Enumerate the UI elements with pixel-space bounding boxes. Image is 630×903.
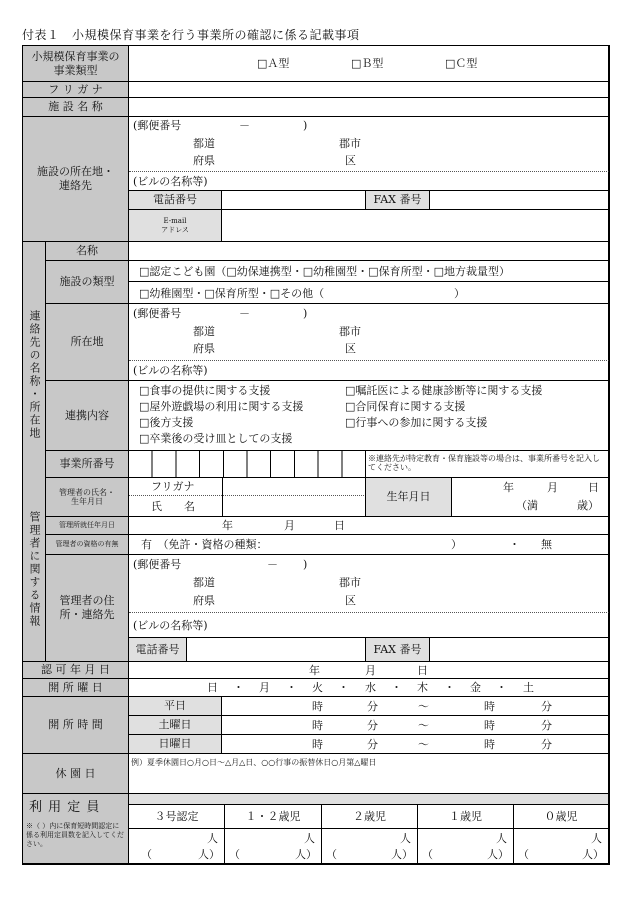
- h-fun2: 分: [541, 700, 552, 713]
- capacity-note: ※（ ）内に保育短時間認定に係る利用定員数を記入してください。: [26, 822, 124, 848]
- partner-postal-close: ): [303, 307, 308, 320]
- office-no-note-text: ※連絡先が特定教育・保育施設等の場合は、事業所番号を記入してください。: [368, 454, 600, 472]
- qual-label-text: 管理者の資格の有無: [55, 540, 119, 548]
- todo-label: 都道: [193, 137, 215, 150]
- capacity-title: 利 用 定 員: [29, 800, 101, 815]
- manager-name-label: [46, 478, 129, 517]
- manager-fuken: 府県: [193, 594, 215, 607]
- appoint-label-text: 管理所就任年月日: [59, 521, 115, 529]
- partner-kind-line1: □認定こども園（□幼保連携型・□幼稚園型・□保育所型・□地方裁量型）: [139, 265, 510, 278]
- manager-building-label: (ビルの名称等): [133, 619, 208, 632]
- manager-building-input[interactable]: [129, 613, 609, 638]
- age12-label: １・２歳児: [225, 805, 322, 829]
- approval-month: 月: [365, 664, 376, 677]
- qual-label: [46, 535, 129, 555]
- manager-dob-label: 生年月日: [366, 478, 452, 517]
- approval-day: 日: [417, 664, 428, 677]
- cap-close: 人）: [198, 848, 220, 861]
- manager-fax-input[interactable]: [430, 638, 609, 662]
- partner-kind-row2[interactable]: [129, 282, 609, 304]
- manager-tel-label: 電話番号: [129, 638, 187, 662]
- type-b-checkbox[interactable]: □Ｂ型: [351, 57, 384, 70]
- partner-name-label: 名称: [46, 242, 129, 261]
- class3-label: ３号認定: [129, 805, 225, 829]
- ku-label: 区: [345, 154, 356, 167]
- age1-label: １歳児: [418, 805, 514, 829]
- partner-building-input[interactable]: [129, 361, 609, 381]
- day-sat[interactable]: 土: [523, 681, 534, 694]
- manager-gunshi: 郡市: [339, 576, 361, 589]
- day-sep: ・: [444, 681, 455, 694]
- manager-name-label-text: 管理者の氏名・生年月日: [59, 488, 115, 506]
- partner-side-label: [23, 242, 46, 508]
- manager-dob-input[interactable]: [452, 478, 609, 517]
- appoint-day: 日: [334, 519, 345, 532]
- facility-address-input[interactable]: [129, 117, 609, 172]
- partner-kind-line2-end: ）: [454, 287, 465, 300]
- appoint-label: [46, 517, 129, 535]
- dob-year: 年: [503, 481, 514, 494]
- h-ji2: 時: [484, 700, 495, 713]
- day-sep: ・: [233, 681, 244, 694]
- partner-address-input[interactable]: [129, 304, 609, 361]
- h-ji: 時: [312, 719, 323, 732]
- fax-input[interactable]: [430, 191, 609, 210]
- office-no-note: [366, 451, 609, 478]
- appoint-month: 月: [284, 519, 295, 532]
- form-title: 付表１ 小規模保育事業を行う事業所の確認に係る記載事項: [22, 28, 360, 42]
- cap-age1-input[interactable]: [418, 829, 514, 864]
- h-ji: 時: [312, 700, 323, 713]
- dob-age-close: 歳）: [577, 499, 599, 512]
- furigana-input[interactable]: [129, 82, 609, 98]
- partner-todo: 都道: [193, 325, 215, 338]
- type-a-checkbox[interactable]: □Ａ型: [257, 57, 290, 70]
- qual-dot: ・: [509, 538, 520, 551]
- registration-form: [22, 45, 610, 865]
- manager-ku: 区: [345, 594, 356, 607]
- manager-postal-dash: －: [267, 558, 278, 571]
- cap-open: （: [326, 848, 337, 861]
- building-label: (ビルの名称等): [133, 175, 208, 188]
- facility-name-label: 施 設 名 称: [23, 98, 129, 117]
- day-mon[interactable]: 月: [259, 681, 270, 694]
- day-sun[interactable]: 日: [207, 681, 218, 694]
- postal-dash: －: [239, 119, 250, 132]
- cap-close: 人）: [582, 848, 604, 861]
- coop-options: [129, 381, 609, 451]
- approval-input[interactable]: [129, 662, 609, 679]
- coop-playground-checkbox[interactable]: □屋外遊戯場の利用に関する支援: [139, 400, 304, 413]
- approval-label: 認 可 年 月 日: [23, 662, 129, 679]
- cap-nin: 人: [400, 832, 411, 845]
- gunshi-label: 郡市: [339, 137, 361, 150]
- coop-meal-checkbox[interactable]: □食事の提供に関する支援: [139, 384, 271, 397]
- partner-ku: 区: [345, 342, 356, 355]
- cap-nin: 人: [496, 832, 507, 845]
- day-thu[interactable]: 木: [417, 681, 428, 694]
- partner-address-label: 所在地: [46, 304, 129, 381]
- manager-tel-input[interactable]: [187, 638, 366, 662]
- day-sep: ・: [391, 681, 402, 694]
- qual-input[interactable]: [129, 535, 609, 555]
- coop-event-checkbox[interactable]: □行事への参加に関する支援: [345, 416, 488, 429]
- partner-kind-label: 施設の類型: [46, 261, 129, 304]
- business-type-label: 小規模保育事業の事業類型: [23, 46, 129, 82]
- h-fun: 分: [367, 719, 378, 732]
- coop-label: 連携内容: [46, 381, 129, 451]
- hours-sunday-input[interactable]: [222, 735, 609, 754]
- capacity-header-band: [129, 794, 609, 805]
- holiday-input[interactable]: [129, 754, 609, 794]
- manager-name-input[interactable]: [129, 478, 366, 517]
- capacity-label: [23, 794, 129, 864]
- cap-close: 人）: [487, 848, 509, 861]
- office-no-label: 事業所番号: [46, 451, 129, 478]
- appoint-year: 年: [222, 519, 233, 532]
- h-fun: 分: [367, 700, 378, 713]
- type-c-checkbox[interactable]: □Ｃ型: [445, 57, 478, 70]
- manager-todo: 都道: [193, 576, 215, 589]
- facility-building-input[interactable]: [129, 172, 609, 191]
- coop-graduate-checkbox[interactable]: □卒業後の受け皿としての支援: [139, 432, 293, 445]
- cap-nin: 人: [591, 832, 602, 845]
- age0-label: ０歳児: [514, 805, 609, 829]
- cap-close: 人）: [391, 848, 413, 861]
- holiday-example: 例）夏季休園日○月○日～△月△日、○○行事の振替休日○月第△曜日: [131, 758, 377, 767]
- dob-age-open: （満: [516, 499, 538, 512]
- hours-weekday-label: 平日: [129, 697, 222, 716]
- h-fun2: 分: [541, 738, 552, 751]
- email-text: E-mail: [163, 216, 187, 225]
- h-kara: ～: [418, 700, 429, 713]
- day-sep: ・: [496, 681, 507, 694]
- address-text: アドレス: [161, 225, 189, 234]
- cap-age2-input[interactable]: [322, 829, 418, 864]
- h-ji2: 時: [484, 738, 495, 751]
- coop-joint-care-checkbox[interactable]: □合同保育に関する支援: [345, 400, 466, 413]
- tel-label: 電話番号: [129, 191, 222, 210]
- facility-name-input[interactable]: [129, 98, 609, 117]
- postal-close: ): [303, 119, 308, 132]
- office-no-input[interactable]: [129, 451, 366, 478]
- qual-no: 無: [541, 538, 552, 551]
- manager-postal-label: (郵便番号: [133, 558, 182, 571]
- manager-fax-label: FAX 番号: [366, 638, 430, 662]
- hours-saturday-label: 土曜日: [129, 716, 222, 735]
- qual-yes: 有 （免許・資格の種類：: [141, 538, 268, 551]
- day-wed[interactable]: 水: [365, 681, 376, 694]
- manager-postal-close: ): [303, 558, 308, 571]
- dob-day: 日: [588, 481, 599, 494]
- partner-fuken: 府県: [193, 342, 215, 355]
- hours-weekday-input[interactable]: [222, 697, 609, 716]
- manager-side-text: 管理者に関する情報: [28, 511, 41, 628]
- approval-year: 年: [309, 664, 320, 677]
- email-input[interactable]: [222, 210, 609, 242]
- h-kara: ～: [418, 719, 429, 732]
- partner-postal-label: (郵便番号: [133, 307, 182, 320]
- partner-side-text: 連絡先の名称・所在地: [28, 309, 41, 440]
- h-fun: 分: [367, 738, 378, 751]
- business-type-options: [129, 46, 609, 82]
- partner-building-label: (ビルの名称等): [133, 364, 208, 377]
- fuken-label: 府県: [193, 154, 215, 167]
- manager-address-label-text: 管理者の住所・連絡先: [59, 594, 115, 621]
- open-hours-label: 開 所 時 間: [23, 697, 129, 754]
- partner-kind-row1[interactable]: [129, 261, 609, 282]
- holiday-label: 休 園 日: [23, 754, 129, 794]
- hours-sunday-label: 日曜日: [129, 735, 222, 754]
- hours-saturday-input[interactable]: [222, 716, 609, 735]
- manager-address-input[interactable]: [129, 555, 609, 613]
- partner-gunshi: 郡市: [339, 325, 361, 338]
- appoint-input[interactable]: [129, 517, 609, 535]
- cap-open: （: [422, 848, 433, 861]
- manager-furigana: フリガナ: [151, 480, 195, 493]
- cap-nin: 人: [207, 832, 218, 845]
- day-sep: ・: [338, 681, 349, 694]
- open-days-row: [129, 679, 609, 697]
- age2-label: ２歳児: [322, 805, 418, 829]
- day-tue[interactable]: 火: [312, 681, 323, 694]
- furigana-label: フ リ ガ ナ: [23, 82, 129, 98]
- postal-label: (郵便番号: [133, 119, 182, 132]
- manager-address-label: [46, 555, 129, 662]
- tel-input[interactable]: [222, 191, 366, 210]
- fax-label: FAX 番号: [366, 191, 430, 210]
- cap-nin: 人: [304, 832, 315, 845]
- partner-kind-line2: □幼稚園型・□保育所型・□その他（: [139, 287, 325, 300]
- cap-open: （: [141, 848, 152, 861]
- cap-age12-input[interactable]: [225, 829, 322, 864]
- dob-month: 月: [547, 481, 558, 494]
- coop-doctor-checkbox[interactable]: □嘱託医による健康診断等に関する支援: [345, 384, 543, 397]
- coop-backup-checkbox[interactable]: □後方支援: [139, 416, 194, 429]
- h-fun2: 分: [541, 719, 552, 732]
- h-ji: 時: [312, 738, 323, 751]
- manager-side-label: [23, 478, 46, 662]
- day-sep: ・: [286, 681, 297, 694]
- cap-close: 人）: [295, 848, 317, 861]
- day-fri[interactable]: 金: [470, 681, 481, 694]
- facility-address-label: 施設の所在地・連絡先: [23, 117, 129, 242]
- manager-shimei: 氏 名: [151, 500, 195, 513]
- cap-open: （: [518, 848, 529, 861]
- cap-open: （: [229, 848, 240, 861]
- open-days-label: 開 所 曜 日: [23, 679, 129, 697]
- email-label: [129, 210, 222, 242]
- qual-close: ）: [451, 538, 462, 551]
- h-ji2: 時: [484, 719, 495, 732]
- h-kara: ～: [418, 738, 429, 751]
- partner-postal-dash: －: [239, 307, 250, 320]
- partner-name-input[interactable]: [129, 242, 609, 261]
- cap-class3-input[interactable]: [129, 829, 225, 864]
- cap-age0-input[interactable]: [514, 829, 609, 864]
